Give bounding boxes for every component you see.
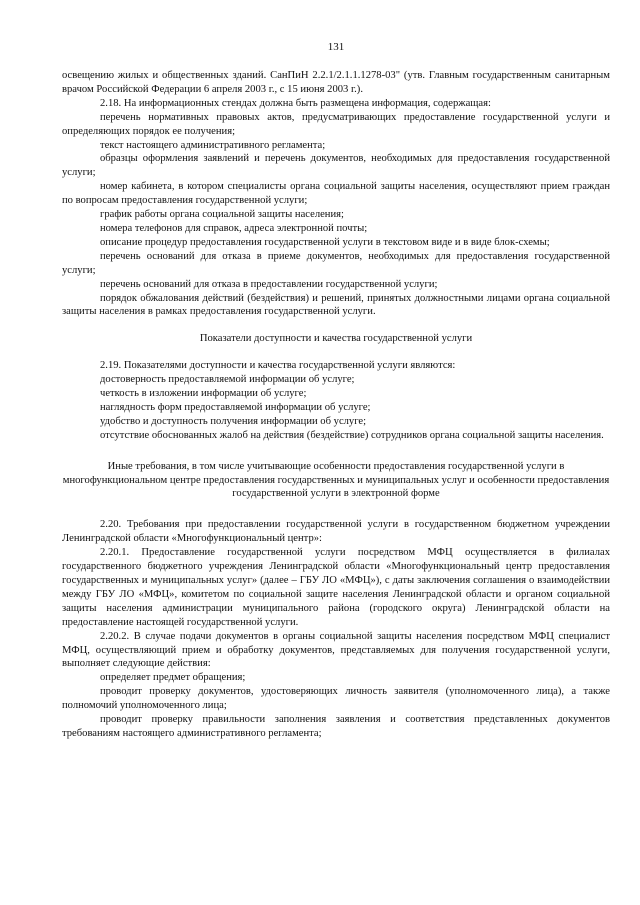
paragraph: перечень оснований для отказа в приеме документов, необходимых для предоставления государственной услуги; <box>62 250 610 276</box>
paragraph: четкость в изложении информации об услуге; <box>100 388 307 400</box>
paragraph: описание процедур предоставления государственной услуги в текстовом виде и в виде блок-схемы; <box>100 236 550 248</box>
paragraph: 2.18. На информационных стендах должна быть размещена информация, содержащая: <box>100 97 491 109</box>
paragraph: определяет предмет обращения; <box>100 672 246 684</box>
paragraph: 2.20.2. В случае подачи документов в органы социальной защиты населения посредством МФЦ специалист МФЦ, осуществляющий прием и обработку документов, представляемых для получения государственной услуги, выполняет следующие действия: <box>62 630 610 670</box>
spacer <box>62 346 610 359</box>
page-number: 131 <box>327 41 345 53</box>
paragraph: перечень оснований для отказа в предоставлении государственной услуги; <box>100 278 438 290</box>
paragraph: образцы оформления заявлений и перечень документов, необходимых для предоставления государственной услуги; <box>62 153 610 179</box>
paragraph: освещению жилых и общественных зданий. СанПиН 2.2.1/2.1.1.1278-03" (утв. Главным государственным санитарным врачом Российской Федерации 6 апреля 2003 г., с 15 июня 2003 г.). <box>62 70 610 95</box>
paragraph: порядок обжалования действий (бездействия) и решений, принятых должностными лицами органа социальной защиты населения в рамках предоставления государственной услуги. <box>62 292 610 318</box>
paragraph: проводит проверку документов, удостоверяющих личность заявителя (уполномоченного лица), а также полномочий уполномоченного лица; <box>62 686 610 712</box>
paragraph: перечень нормативных правовых актов, предусматривающих предоставление государственной услуги и определяющих порядок ее получения; <box>62 111 610 137</box>
paragraph: 2.19. Показателями доступности и качества государственной услуги являются: <box>100 360 456 372</box>
paragraph: удобство и доступность получения информации об услуге; <box>100 415 367 427</box>
paragraph: проводит проверку правильности заполнения заявления и соответствия представленных документов требованиям настоящего административного регламента; <box>62 714 610 739</box>
paragraph: 2.20.1. Предоставление государственной услуги посредством МФЦ осуществляется в филиалах государственного бюджетного учреждения Ленинградской области «Многофункциональный центр предоставления государственных и муниципальных услуг» (далее – ГБУ ЛО «МФЦ»), с даты заключения соглашения о взаимодействии между ГБУ ЛО «МФЦ», комитетом по социальной защите населения Ленинградской области и органом социальной защиты населения администрации муниципального района (городского округа) Ленинградской области на предоставление настоящей государственной услуги. <box>62 547 610 628</box>
paragraph: наглядность форм предоставляемой информации об услуге; <box>100 401 371 413</box>
paragraph: достоверность предоставляемой информации об услуге; <box>100 374 355 386</box>
paragraph: 2.20. Требования при предоставлении государственной услуги в государственном бюджетном учреждении Ленинградской области «Многофункциональный центр»: <box>62 519 610 545</box>
spacer <box>62 501 610 518</box>
paragraph: текст настоящего административного регламента; <box>100 139 326 151</box>
document-body <box>62 69 610 741</box>
section-heading: Иные требования, в том числе учитывающие особенности предоставления государственной услуги в многофункциональном центре предоставления государственных и муниципальных услуг и особенности предоставления государственной услуги в электронной форме <box>62 460 610 500</box>
spacer <box>62 319 610 332</box>
paragraph: график работы органа социальной защиты населения; <box>100 209 344 221</box>
section-heading: Показатели доступности и качества государственной услуги <box>199 333 473 345</box>
paragraph: номера телефонов для справок, адреса электронной почты; <box>100 222 368 234</box>
paragraph: номер кабинета, в котором специалисты органа социальной защиты населения, осуществляют прием граждан по вопросам предоставления государственной услуги; <box>62 181 610 207</box>
spacer <box>62 443 610 460</box>
paragraph: отсутствие обоснованных жалоб на действия (бездействие) сотрудников органа социальной защиты населения. <box>100 429 604 441</box>
